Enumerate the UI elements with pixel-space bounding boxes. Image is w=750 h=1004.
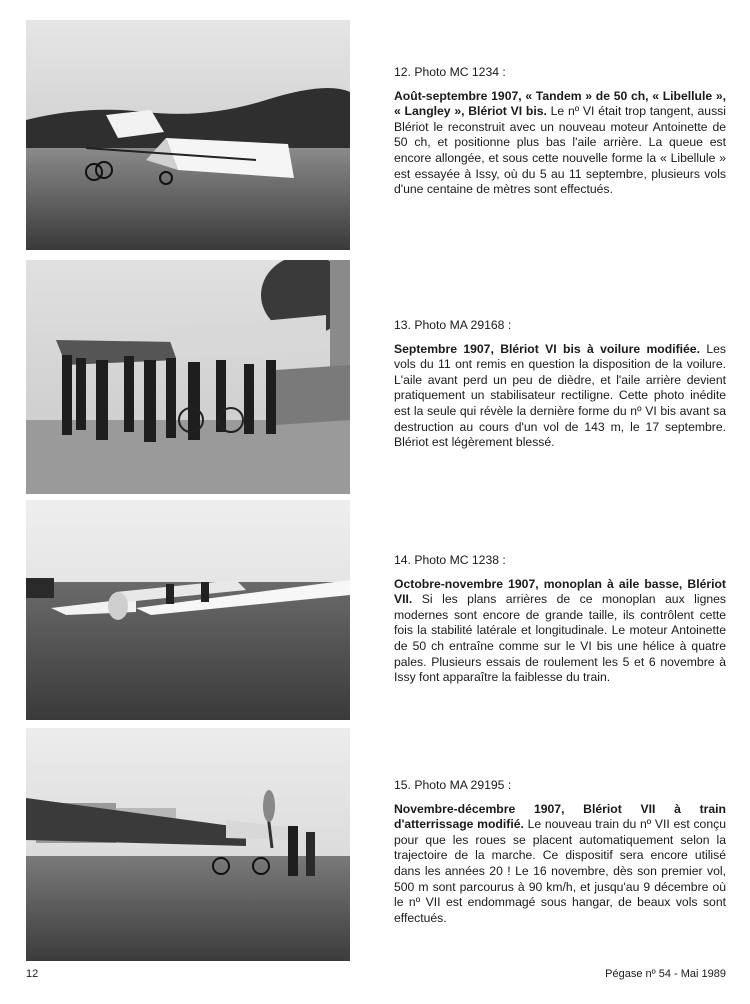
caption-12 xyxy=(394,65,726,198)
caption-body: Le nº VI était trop tangent, aussi Blériot le reconstruit avec un nouveau moteur Antoinette de 50 ch, et positionne plus bas l'aile arrière. La queue est encore allongée, et sous cette nouvelle forme la « Libellule » est essayée à Issy, où du 5 au 11 septembre, plusieurs vols d'une centaine de mètres sont effectués. xyxy=(394,104,726,197)
caption-14 xyxy=(394,553,726,686)
photo-15 xyxy=(26,728,350,961)
caption-title: Septembre 1907, Blériot VI bis à voilure modifiée. xyxy=(394,341,700,356)
photo-12 xyxy=(26,20,350,250)
caption-ref: 15. Photo MA 29195 : xyxy=(394,778,512,792)
caption-title: Octobre-novembre 1907, monoplan à aile basse, Blériot VII. xyxy=(394,576,726,607)
caption-body: Les vols du 11 ont remis en question la disposition de la voilure. L'aile avant perd un peu de dièdre, et l'aile arrière devient pratiquement un stabilisateur rectiligne. Cette photo inédite est la seule qui révèle la dernière forme du nº VI bis avant sa destruction au cours d'un vol de 143 m, le 17 septembre. Blériot est légèrement blessé. xyxy=(394,341,726,450)
caption-title: Novembre-décembre 1907, Blériot VII à train d'atterrissage modifié. xyxy=(394,801,726,832)
caption-ref: 12. Photo MC 1234 : xyxy=(394,65,506,79)
photo-14 xyxy=(26,500,350,720)
caption-body: Si les plans arrières de ce monoplan aux lignes modernes sont encore de grande taille, ils contrôlent cette fois la stabilité latérale et longitudinale. Le moteur Antoinette de 50 ch entraîne comme sur le VI bis une hélice à quatre pales. Plusieurs essais de roulement les 5 et 6 novembre à Issy font apparaître la faiblesse du train. xyxy=(394,592,726,685)
caption-15 xyxy=(394,778,726,926)
caption-13 xyxy=(394,318,726,451)
caption-body: Le nouveau train du nº VII est conçu pour que les roues se placent automatiquement selon la trajectoire de la marche. Ce dispositif sera encore utilisé dans les années 20 ! Le 16 novembre, dès son premier vol, 500 m sont parcourus à 90 km/h, et jusqu'au 9 décembre où le nº VII est endommagé sous hangar, de beaux vols sont effectués. xyxy=(394,817,726,925)
publication-info: Pégase nº 54 - Mai 1989 xyxy=(605,968,726,980)
photo-13 xyxy=(26,260,350,494)
caption-ref: 13. Photo MA 29168 : xyxy=(394,318,512,332)
caption-ref: 14. Photo MC 1238 : xyxy=(394,553,506,567)
page-number: 12 xyxy=(26,968,39,980)
caption-title: Août-septembre 1907, « Tandem » de 50 ch, « Libellule », « Langley », Blériot VI bis. xyxy=(394,88,726,119)
